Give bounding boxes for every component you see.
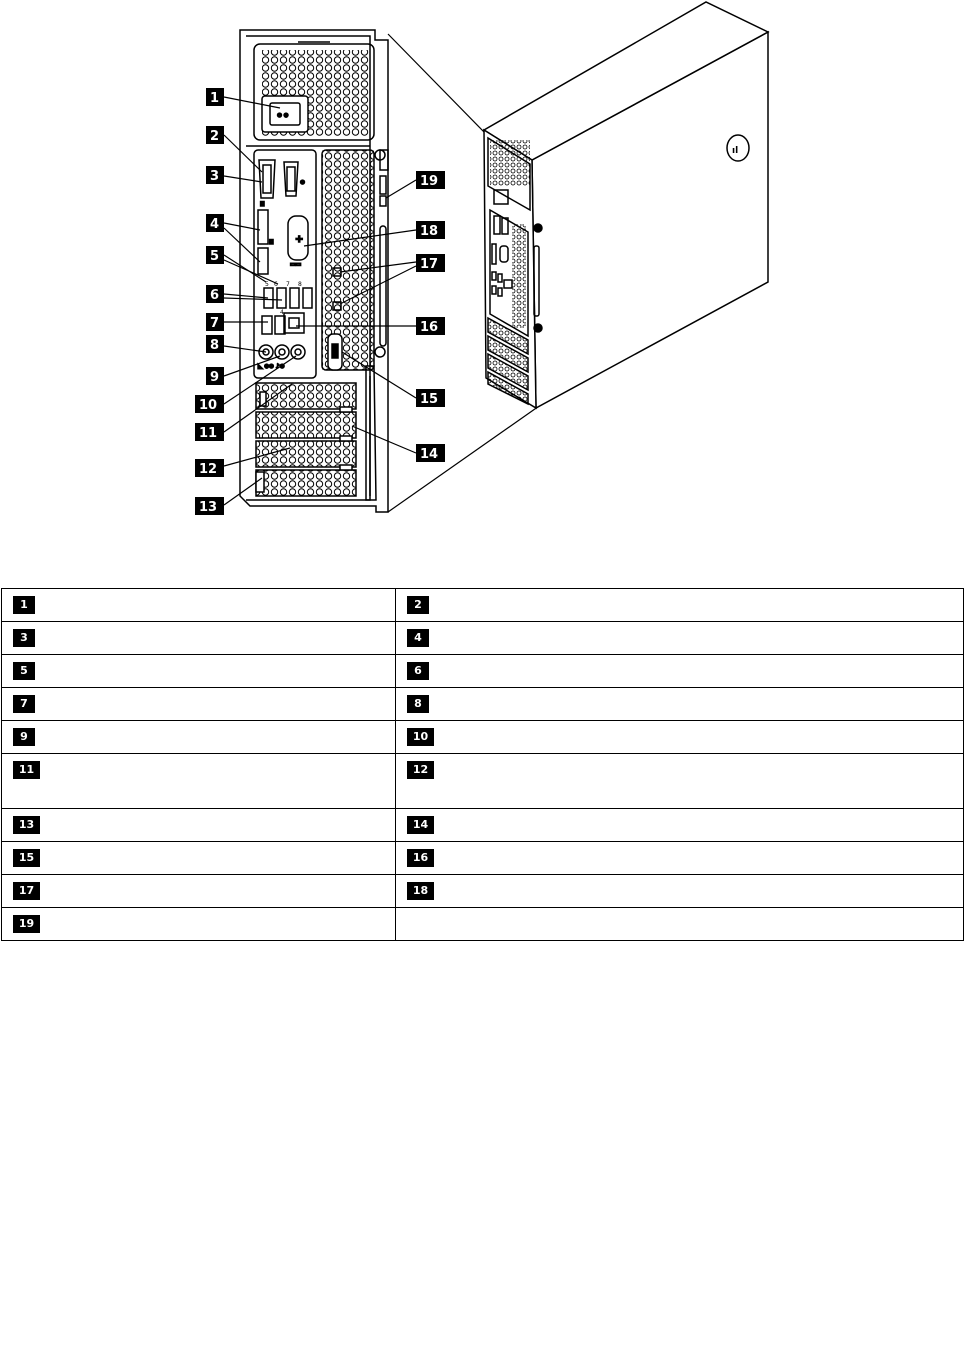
svg-text:1: 1 xyxy=(210,91,220,106)
usb-number-6: 6 xyxy=(274,281,278,288)
callout-6 xyxy=(206,285,224,303)
callout-14 xyxy=(416,444,445,462)
computer-rear-view-diagram xyxy=(0,0,965,560)
svg-text:13: 13 xyxy=(199,500,218,515)
table-row xyxy=(2,875,964,908)
usb-number-4: 4 xyxy=(280,309,284,316)
legend-badge-9: 9 xyxy=(13,728,35,746)
legend-badge-6: 6 xyxy=(407,662,429,680)
svg-text:ıl: ıl xyxy=(732,146,739,156)
table-row xyxy=(2,721,964,754)
legend-cell xyxy=(2,655,396,688)
legend-badge-14: 14 xyxy=(407,816,434,834)
usb-number-5: 5 xyxy=(265,281,269,288)
svg-text:17: 17 xyxy=(420,257,439,272)
svg-text:14: 14 xyxy=(420,447,439,462)
legend-badge-19: 19 xyxy=(13,915,40,933)
table-row xyxy=(2,622,964,655)
legend-badge-5: 5 xyxy=(13,662,35,680)
callout-15 xyxy=(416,389,445,407)
legend-badge-16: 16 xyxy=(407,849,434,867)
legend-cell xyxy=(2,754,396,809)
legend-badge-8: 8 xyxy=(407,695,429,713)
table-row xyxy=(2,589,964,622)
table-row xyxy=(2,688,964,721)
legend-cell xyxy=(396,908,964,941)
legend-badge-4: 4 xyxy=(407,629,429,647)
svg-text:6: 6 xyxy=(210,288,220,303)
svg-text:⊕: ⊕ xyxy=(300,179,306,186)
table-row xyxy=(2,842,964,875)
legend-cell xyxy=(396,875,964,908)
svg-text:5: 5 xyxy=(210,249,220,264)
table-row xyxy=(2,908,964,941)
legend-cell xyxy=(2,842,396,875)
svg-text:9: 9 xyxy=(210,370,220,385)
callout-17 xyxy=(416,254,445,272)
svg-text:◘: ◘ xyxy=(260,201,265,208)
legend-badge-7: 7 xyxy=(13,695,35,713)
tower-isometric-view xyxy=(484,2,768,408)
callout-2 xyxy=(206,126,224,144)
callout-3 xyxy=(206,166,224,184)
table-row xyxy=(2,809,964,842)
legend-badge-1: 1 xyxy=(13,596,35,614)
legend-cell xyxy=(396,721,964,754)
svg-text:10: 10 xyxy=(199,398,218,413)
legend-cell xyxy=(396,622,964,655)
svg-text:3: 3 xyxy=(210,169,220,184)
legend-badge-2: 2 xyxy=(407,596,429,614)
callout-8 xyxy=(206,335,224,353)
legend-cell xyxy=(2,721,396,754)
svg-text:▭▭: ▭▭ xyxy=(290,261,302,268)
legend-badge-10: 10 xyxy=(407,728,434,746)
table-row xyxy=(2,754,964,809)
svg-text:7: 7 xyxy=(210,316,220,331)
callout-7 xyxy=(206,313,224,331)
svg-text:◣ ⦶⊖ ♪⊕: ◣ ⦶⊖ ♪⊕ xyxy=(258,363,285,370)
callout-11 xyxy=(195,423,224,441)
callout-legend-table xyxy=(1,588,964,941)
callout-4 xyxy=(206,214,224,232)
legend-badge-15: 15 xyxy=(13,849,40,867)
legend-cell xyxy=(396,589,964,622)
svg-text:18: 18 xyxy=(420,224,439,239)
usb-number-8: 8 xyxy=(298,281,302,288)
callout-12 xyxy=(195,459,224,477)
legend-cell xyxy=(396,688,964,721)
svg-text:◘: ◘ xyxy=(269,239,274,246)
svg-text:16: 16 xyxy=(420,320,439,335)
legend-badge-12: 12 xyxy=(407,761,434,779)
svg-text:⊖ ⦶: ⊖ ⦶ xyxy=(277,112,289,119)
callout-18 xyxy=(416,221,445,239)
legend-badge-17: 17 xyxy=(13,882,40,900)
callout-5 xyxy=(206,246,224,264)
callout-13 xyxy=(195,497,224,515)
legend-cell xyxy=(2,908,396,941)
legend-cell xyxy=(2,809,396,842)
legend-cell xyxy=(2,875,396,908)
callout-10 xyxy=(195,395,224,413)
legend-badge-18: 18 xyxy=(407,882,434,900)
svg-text:19: 19 xyxy=(420,174,439,189)
legend-cell xyxy=(2,589,396,622)
legend-badge-3: 3 xyxy=(13,629,35,647)
rear-panel xyxy=(240,30,388,512)
legend-badge-11: 11 xyxy=(13,761,40,779)
table-row xyxy=(2,655,964,688)
svg-text:+: + xyxy=(295,234,304,245)
callout-1 xyxy=(206,88,224,106)
svg-text:4: 4 xyxy=(210,217,220,232)
callout-9 xyxy=(206,367,224,385)
legend-cell xyxy=(2,688,396,721)
svg-text:11: 11 xyxy=(199,426,218,441)
legend-badge-13: 13 xyxy=(13,816,40,834)
svg-text:2: 2 xyxy=(210,129,220,144)
usb-port-numbers xyxy=(265,281,302,316)
legend-cell xyxy=(396,754,964,809)
callout-16 xyxy=(416,317,445,335)
svg-text:12: 12 xyxy=(199,462,218,477)
legend-cell xyxy=(396,655,964,688)
usb-number-7: 7 xyxy=(286,281,290,288)
svg-text:15: 15 xyxy=(420,392,439,407)
legend-cell xyxy=(396,842,964,875)
legend-cell xyxy=(396,809,964,842)
svg-text:8: 8 xyxy=(210,338,220,353)
callout-19 xyxy=(416,171,445,189)
legend-cell xyxy=(2,622,396,655)
